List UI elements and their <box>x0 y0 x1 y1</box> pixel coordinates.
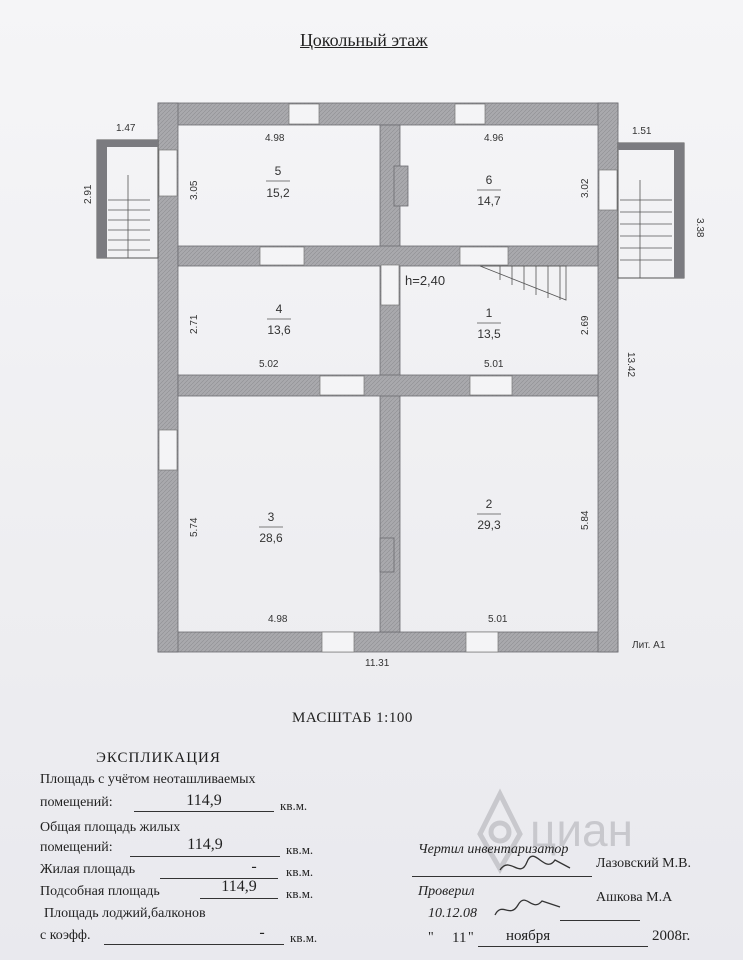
dim-label: 5.74 <box>189 517 200 537</box>
date-month: ноября <box>506 928 551 944</box>
letter-label: Лит. А1 <box>632 640 666 651</box>
room-number: 4 <box>275 302 283 316</box>
room-area: 13,6 <box>267 323 291 337</box>
dim-label: 5.02 <box>259 359 279 370</box>
dim-label: 3.02 <box>580 178 591 198</box>
row4-value: 114,9 <box>221 878 257 895</box>
dim-label: 2.69 <box>580 315 591 335</box>
dim-label: 3.38 <box>694 218 705 238</box>
checked-signature <box>490 893 570 923</box>
room-2 <box>477 497 501 532</box>
row3-value: - <box>251 858 257 875</box>
row1-value: 114,9 <box>186 792 222 809</box>
date-close-quote: " <box>468 930 474 945</box>
dim-label: 1.51 <box>632 126 652 137</box>
dim-label: 2.71 <box>189 314 200 334</box>
dim-label: 3.05 <box>189 180 200 200</box>
room-area: 13,5 <box>477 327 501 341</box>
row4-label: Подсобная площадь <box>40 884 160 899</box>
date-open-quote: " <box>428 930 434 945</box>
ceiling-height-label: h=2,40 <box>405 273 446 288</box>
row4-unit: кв.м. <box>286 886 314 901</box>
room-area: 29,3 <box>477 518 501 532</box>
row2-label-line1: Общая площадь жилых <box>40 820 181 835</box>
dim-label: 5.01 <box>488 614 508 625</box>
interior-stairs <box>480 266 566 300</box>
room-number: 6 <box>485 173 493 187</box>
row3-unit: кв.м. <box>286 864 314 879</box>
dim-label: 5.84 <box>580 510 591 530</box>
row1-label-line1: Площадь с учётом неоташливаемых <box>40 772 256 787</box>
left-porch <box>97 140 158 258</box>
date-day: 11 <box>452 930 467 946</box>
room-number: 1 <box>485 306 493 320</box>
page-title: Цокольный этаж <box>300 30 428 50</box>
room-number: 2 <box>485 497 493 511</box>
explication-title: ЭКСПЛИКАЦИЯ <box>96 750 221 766</box>
row5-label-line1: Площадь лоджий,балконов <box>44 906 206 921</box>
drew-signature <box>495 850 575 880</box>
room-1 <box>477 306 501 341</box>
watermark-text: циан <box>530 804 634 856</box>
dim-label: 11.31 <box>365 658 390 669</box>
row1-label-line2: помещений: <box>40 795 113 810</box>
dim-label: 4.96 <box>484 133 504 144</box>
dim-label: 2.91 <box>83 184 94 204</box>
row1-unit: кв.м. <box>280 798 308 813</box>
row3-label: Жилая площадь <box>40 862 136 877</box>
room-3 <box>259 510 283 545</box>
room-6 <box>477 173 501 208</box>
checked-name: Ашкова М.А <box>596 890 673 905</box>
checked-underline <box>560 904 640 921</box>
date-year: 2008г. <box>652 928 691 944</box>
interior-walls <box>178 125 598 632</box>
scale-label: МАСШТАБ 1:100 <box>292 710 413 726</box>
date-underline <box>478 930 648 947</box>
right-porch <box>618 143 684 278</box>
row5-label-line2: с коэфф. <box>40 928 91 943</box>
room-number: 5 <box>274 164 282 178</box>
row5-value: - <box>259 924 265 941</box>
checked-date: 10.12.08 <box>428 906 477 921</box>
row5-unit: кв.м. <box>290 930 318 945</box>
room-area: 14,7 <box>477 194 501 208</box>
room-area: 28,6 <box>259 531 283 545</box>
drew-label: Чертил инвентаризатор <box>418 842 569 857</box>
dim-label: 4.98 <box>268 614 288 625</box>
dim-label: 13.42 <box>625 352 636 378</box>
dim-label: 1.47 <box>116 123 136 134</box>
room-area: 15,2 <box>266 186 290 200</box>
row2-value: 114,9 <box>187 836 223 853</box>
room-number: 3 <box>267 510 275 524</box>
room-4 <box>267 302 291 337</box>
dim-label: 4.98 <box>265 133 285 144</box>
drew-name: Лазовский М.В. <box>596 856 691 871</box>
dim-label: 5.01 <box>484 359 504 370</box>
room-5 <box>266 164 290 200</box>
row2-label-line2: помещений: <box>40 840 113 855</box>
row2-unit: кв.м. <box>286 842 314 857</box>
checked-label: Проверил <box>418 884 475 899</box>
